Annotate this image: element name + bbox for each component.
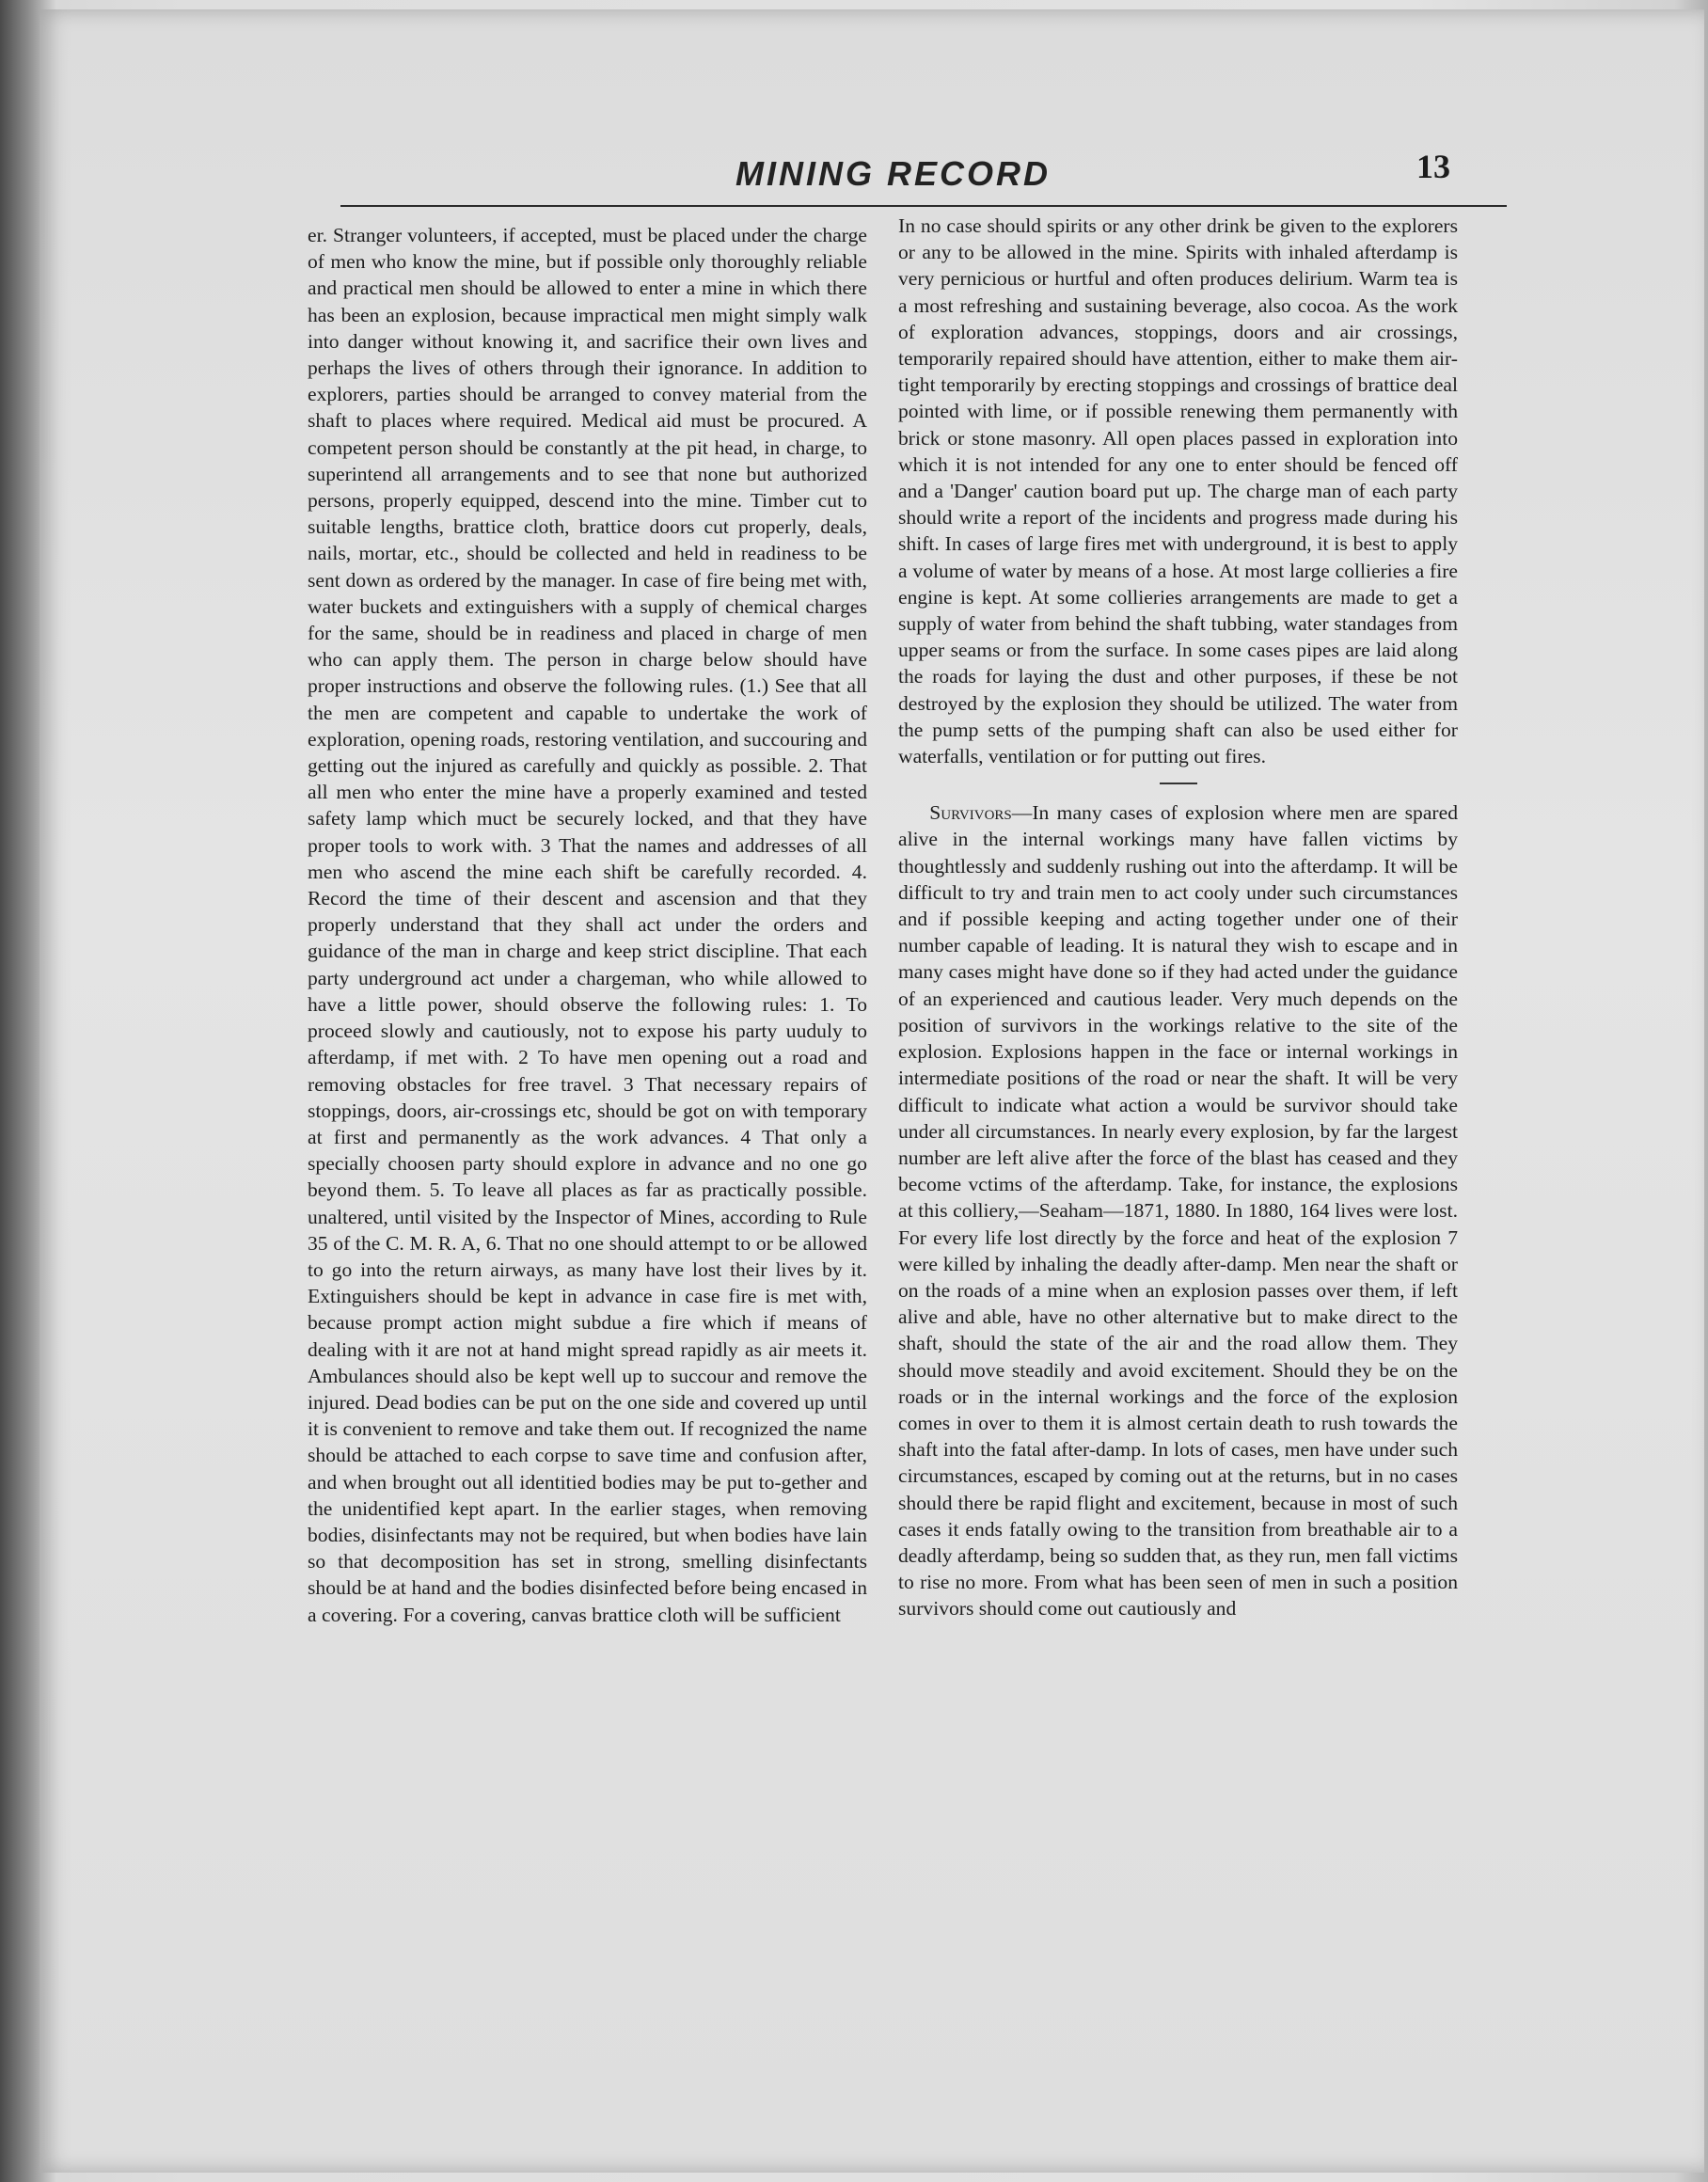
page-number: 13 <box>1416 148 1450 185</box>
survivors-heading: Survivors <box>929 801 1012 825</box>
masthead-title: MINING RECORD <box>735 154 1051 193</box>
left-column-text: er. Stranger volunteers, if accepted, must be placed under the charge of men who know the mine, but if possible only thoroughly reliable and practical men should be allowed to enter a mine in which there has been an explosion, because impractical men might simply walk into danger without knowing it, and sacrifice their own lives and perhaps the lives of others through their ignorance. In addition to explorers, parties should be arranged to convey material from the shaft to places where required. Medical aid must be procured. A competent person should be constantly at the pit head, in charge, to superintend all arrangements and to see that none but authorized persons, properly equipped, descend into the mine. Timber cut to suitable lengths, brattice cloth, brattice doors cut properly, deals, nails, mortar, etc., should be collected and held in readiness to be sent down as ordered by the manager. In case of fire being met with, water buckets and extinguishers with a supply of chemical charges for the same, should be in readiness and placed in charge of men who can apply them. The person in charge below should have proper instructions and observe the following rules. (1.) See that all the men are competent and capable to undertake the work of exploration, opening roads, restoring ventilation, and succouring and getting out the injured as carefully and quickly as possible. 2. That all men who enter the mine have a properly examined and tested safety lamp which muct be securely locked, and that they have proper tools to work with. 3 That the names and addresses of all men who ascend the mine each shift be carefully recorded. 4. Record the time of their descent and ascension and that they properly understand that they shall act under the orders and guidance of the man in charge and keep strict discipline. That each party underground act under a chargeman, who while allowed to have a little power, should observe the following rules: 1. To proceed slowly and cautiously, not to expose his party uuduly to afterdamp, if met with. 2 To have men opening out a road and removing obstacles for free travel. 3 That necessary repairs of stoppings, doors, air-crossings etc, should be got on with temporary at first and permanently as the work advances. 4 That only a specially choosen party should explore in advance and no one go beyond them. 5. To leave all places as far as practically possible. unaltered, until visited by the Inspector of Mines, according to Rule 35 of the C. M. R. A, 6. That no one should attempt to or be allowed to go into the return airways, as many have lost their lives by it. Extinguishers should be kept in advance in case fire is met with, because prompt action might subdue a fire which if means of dealing with it are not at hand might spread rapidly as air meets it. Ambulances should also be kept well up to succour and remove the injured. Dead bodies can be put on the one side and covered up until it is convenient to remove and take them out. If recognized the name should be attached to each corpse to save time and confusion after, and when brought out all identitied bodies may be put to-gether and the unidentified kept apart. In the earlier stages, when removing bodies, disinfectants may not be required, but when bodies have lain so that decomposition has set in strong, smelling disinfectants should be at hand and the bodies disinfected before being encased in a covering. For a covering, canvas brattice cloth will be sufficient <box>308 224 867 1626</box>
section-divider <box>1160 783 1197 784</box>
page-header <box>340 150 1507 207</box>
right-paragraph-2 <box>898 799 1458 1621</box>
survivors-text: —In many cases of explosion where men are spared alive in the internal workings many have fallen victims by thoughtlessly and suddenly rushing out into the afterdamp. It will be difficult to try and train men to act cooly under such circumstances and if possible keeping and acting together under one of their number capable of leading. It is natural they wish to escape and in many cases might have done so if they had acted under the guidance of an experienced and cautious leader. Very much depends on the position of survivors in the workings relative to the site of the explosion. Explosions happen in the face or internal workings in intermediate positions of the road or near the shaft. It will be very difficult to indicate what action a would be survivor should take under all circumstances. In nearly every explosion, by far the largest number are left alive after the force of the blast has ceased and they become vctims of the afterdamp. Take, for instance, the explosions at this colliery,—Seaham—1871, 1880. In 1880, 164 lives were lost. For every life lost directly by the force and heat of the explosion 7 were killed by inhaling the deadly after-damp. Men near the shaft or on the roads of a mine when an explosion passes over them, if left alive and able, have no other alternative but to make direct to the shaft, should the state of the air and the road allow them. They should move steadily and avoid excitement. Should they be on the roads or in the internal workings and the force of the explosion comes in over to them it is almost certain death to rush towards the shaft into the fatal after-damp. In lots of cases, men have under such circumstances, escaped by coming out at the returns, but in no cases should there be rapid flight and excitement, because in most of such cases it ends fatally owing to the transition from breathable air to a deadly afterdamp, being so sudden that, as they run, men fall victims to rise no more. From what has been seen of men in such a position survivors should come out cautiously and <box>898 801 1458 1621</box>
right-paragraph-1: In no case should spirits or any other drink be given to the explorers or any to be allowed in the mine. Spirits with inhaled afterdamp is very pernicious or hurtful and often produces delirium. Warm tea is a most refreshing and sustaining beverage, also cocoa. As the work of exploration advances, stoppings, doors and air crossings, temporarily repaired should have attention, either to make them air-tight temporarily by erecting stoppings and crossings of brattice deal pointed with lime, or if possible renewing them permanently with brick or stone masonry. All open places passed in exploration into which it is not intended for any one to enter should be fenced off and a 'Danger' caution board put up. The charge man of each party should write a report of the incidents and progress made during his shift. In cases of large fires met with underground, it is best to apply a volume of water by means of a hose. At most large collieries a fire engine is kept. At some collieries arrangements are made to get a supply of water from behind the shaft tubbing, water standages from upper seams or from the surface. In some cases pipes are laid along the roads for laying the dust and other purposes, if these be not destroyed by the explosion they should be utilized. The water from the pump setts of the pumping shaft can also be used either for waterfalls, ventilation or for putting out fires. <box>898 214 1458 768</box>
left-column <box>308 222 867 1628</box>
magazine-page <box>40 9 1704 2173</box>
right-column <box>898 213 1458 1622</box>
